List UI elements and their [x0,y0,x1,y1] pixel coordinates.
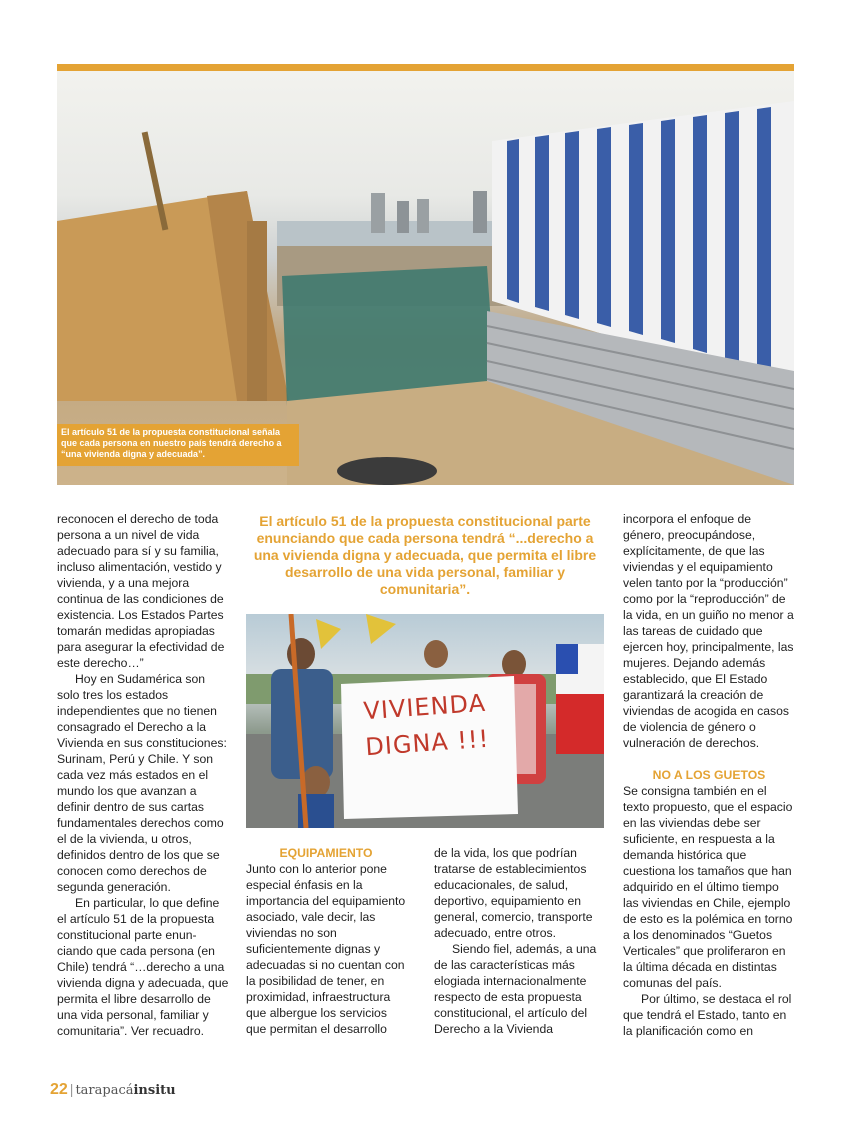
col3-paragraph-3: Por último, se destaca el rol que tendrá el Estado, tanto en la planificación como en [623,992,792,1038]
col2b-paragraph-1: de la vida, los que podrían tratarse de establecimientos educacionales, de salud, deportivo, equipamiento en general, comercio, transporte adecuado, entre otros. [434,846,593,940]
col3-paragraph-2: Se consigna también en el texto propuesto, que el espacio en las viviendas debe ser suficiente, en respuesta a la demanda histórica que cuestiona los tamaños que han adquirido en el último tiempo las viviendas en Chile, ejemplo de esto es la polémica en torno a los denominados “Guetos Verticales” que proliferaron en la última década en distintas comunas del país. [623,784,793,990]
page-number: 22 [50,1081,68,1098]
sign-line-2: DIGNA !!! [364,724,491,762]
section-heading-equipamiento: EQUIPAMIENTO [279,846,373,860]
brand-name-regular: tarapacá [75,1083,134,1098]
pull-quote: El artículo 51 de la propuesta constitucional parte enunciando que cada persona tendrá “...derecho a una vivienda digna y adecuada, que permita el libre desarrollo de una vida personal, familiar y comunitaria”. [253,513,597,597]
section-heading-guetos: NO A LOS GUETOS [652,768,766,782]
col2a-paragraph-1: Junto con lo anterior pone especial énfasis en la importancia del equipamiento asociado, vale decir, las viviendas no son suficientemente dignas y adecuadas si no cuentan con la posibilidad de tener, en proximidad, infraestructura que albergue los servicios que permitan el desarrollo [246,862,406,1036]
col1-paragraph-1: reconocen el derecho de toda persona a un nivel de vida adecuado para sí y su familia, incluso alimentación, vestido y vivienda, y a una mejora continua de las condiciones de existencia. Los Estados Partes tomarán medidas apropiadas para asegurar la efectividad de este derecho…” [57,512,225,670]
col2b-paragraph-2: Siendo fiel, además, a una de las características más elogiada internacionalmente respecto de esta propuesta constitucional, el artículo del Derecho a la Vivienda [434,942,597,1036]
protest-photo [246,614,604,828]
photo-caption: El artículo 51 de la propuesta constitucional señala que cada persona en nuestro país tendrá derecho a “una vivienda digna y adecuada”. [57,424,299,466]
protest-sign-text [344,684,509,767]
brand-name-bold: insitu [133,1083,176,1098]
column-3 [623,511,795,1039]
column-2b [434,845,604,1037]
sign-line-1: VIVIENDA [362,688,487,726]
column-1 [57,511,229,1039]
footer-separator: | [69,1081,74,1097]
column-2a [246,845,406,1037]
top-accent-bar [57,64,794,71]
settlement-photo [57,71,794,485]
col3-paragraph-1: incorpora el enfoque de género, preocupándose, explícitamente, de que las viviendas y el equipamiento velen tanto por la “producción” como por la “reproducción” de la vida, en un guiño no menor a las tareas de cuidado que ejercen hoy, principalmente, las mujeres. Dejando además establecido, que El Estado garantizará la creación de viviendas de acogida en casos de violencia de género o vulneración de derechos. [623,512,794,750]
col1-paragraph-2: Hoy en Sudamérica son solo tres los estados independientes que no tienen consagrado el Derecho a la Vivienda en sus constituciones: Surinam, Perú y Chile. Y son cada vez más estados en el mundo los que avanzan a definir dentro de sus cartas fundamentales derechos como el de la vivienda, u otros, definidos dentro de los que se conocen como derechos de segunda generación. [57,672,227,894]
col1-paragraph-3: En particular, lo que define el artículo 51 de la propuesta constitucional parte enun-ciando que cada persona (en Chile) tendrá “…derecho a una vivienda digna y adecuada, que permita el libre desarrollo de una vida personal, familiar y comunitaria”. Ver recuadro. [57,896,229,1038]
page-footer [50,1078,176,1100]
